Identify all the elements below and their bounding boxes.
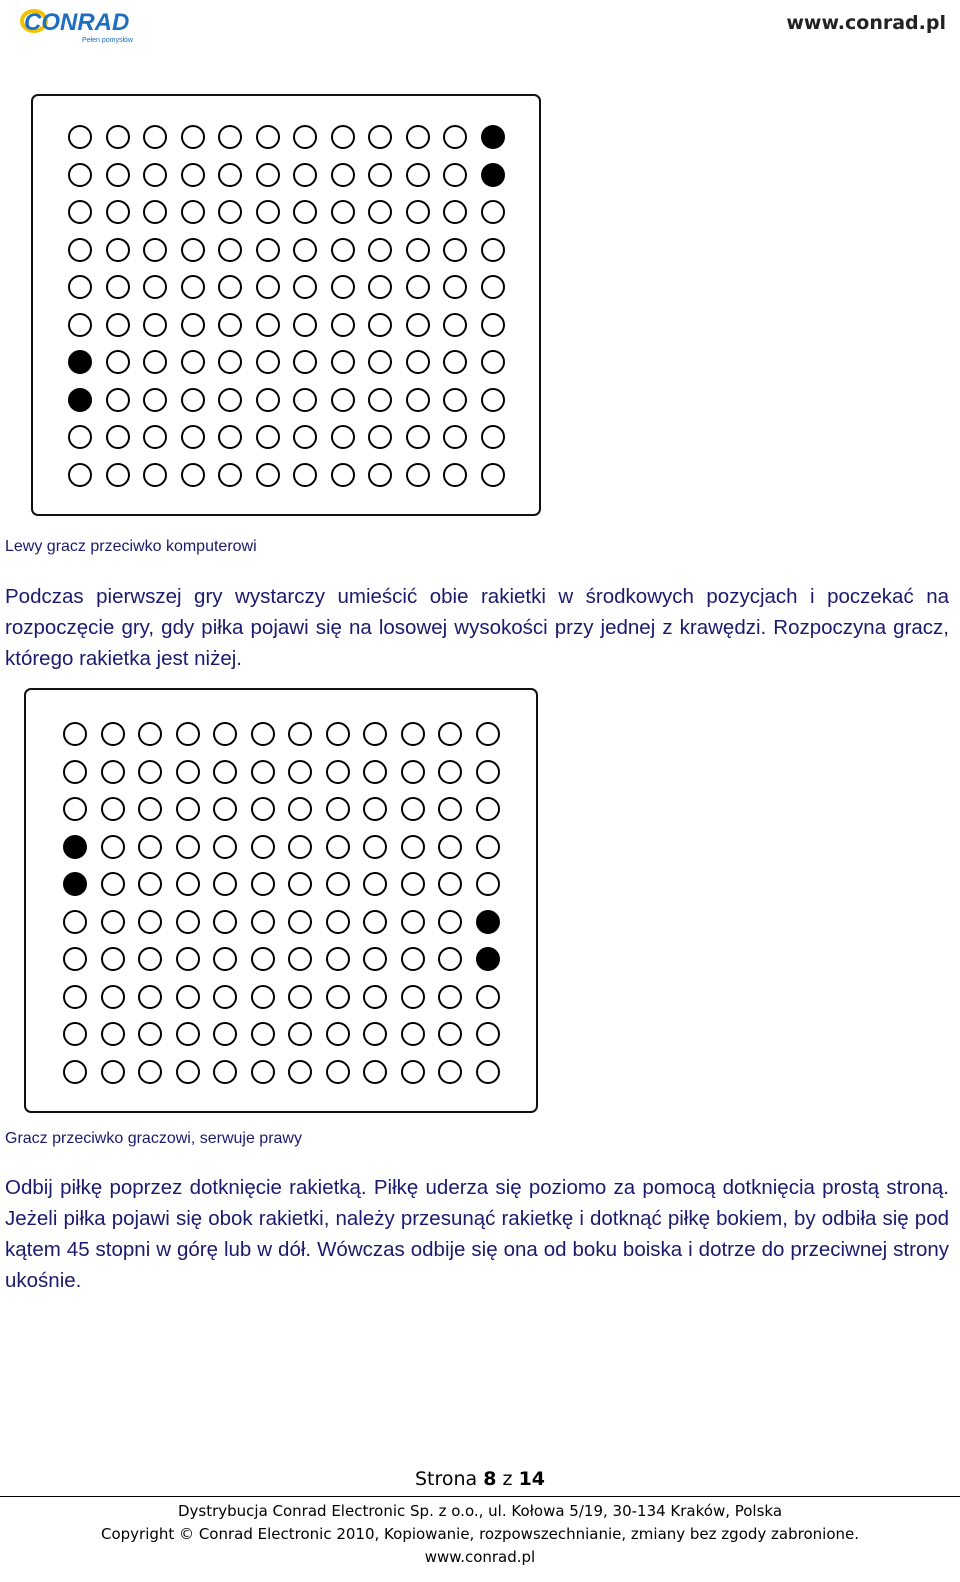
led-dot bbox=[213, 872, 237, 896]
led-dot bbox=[401, 797, 425, 821]
led-dot bbox=[106, 425, 130, 449]
led-dot bbox=[176, 835, 200, 859]
led-dot bbox=[251, 835, 275, 859]
led-dot bbox=[476, 1060, 500, 1084]
led-dot bbox=[176, 985, 200, 1009]
led-dot bbox=[363, 797, 387, 821]
led-dot bbox=[368, 425, 392, 449]
led-dot bbox=[476, 1022, 500, 1046]
led-dot bbox=[256, 350, 280, 374]
led-dot bbox=[288, 985, 312, 1009]
led-dot bbox=[481, 350, 505, 374]
led-dot bbox=[401, 947, 425, 971]
led-dot bbox=[368, 275, 392, 299]
led-dot bbox=[363, 910, 387, 934]
led-dot bbox=[256, 275, 280, 299]
led-dot bbox=[176, 947, 200, 971]
led-dot bbox=[68, 125, 92, 149]
led-dot bbox=[293, 275, 317, 299]
led-dot bbox=[368, 350, 392, 374]
led-dot bbox=[326, 872, 350, 896]
led-dot bbox=[288, 872, 312, 896]
led-dot bbox=[138, 835, 162, 859]
led-dot bbox=[251, 760, 275, 784]
led-dot bbox=[138, 760, 162, 784]
led-dot bbox=[63, 947, 87, 971]
led-dot bbox=[326, 722, 350, 746]
led-dot bbox=[213, 722, 237, 746]
led-dot bbox=[443, 463, 467, 487]
led-dot bbox=[481, 200, 505, 224]
led-dot bbox=[68, 463, 92, 487]
led-dot-lit bbox=[476, 947, 500, 971]
led-dot bbox=[331, 275, 355, 299]
footer-url[interactable]: www.conrad.pl bbox=[424, 1548, 536, 1566]
led-dot bbox=[288, 910, 312, 934]
led-dot bbox=[438, 835, 462, 859]
led-dot bbox=[251, 1060, 275, 1084]
led-dot bbox=[443, 163, 467, 187]
led-dot bbox=[438, 760, 462, 784]
led-dot bbox=[181, 238, 205, 262]
led-dot bbox=[256, 463, 280, 487]
led-dot bbox=[68, 200, 92, 224]
led-dot bbox=[406, 463, 430, 487]
led-grid-2 bbox=[63, 722, 500, 1084]
led-dot bbox=[481, 388, 505, 412]
led-dot bbox=[476, 797, 500, 821]
led-dot-lit bbox=[476, 910, 500, 934]
led-dot bbox=[401, 722, 425, 746]
paragraph-hit-ball: Odbij piłkę poprzez dotknięcie rakietką. Piłkę uderza się poziomo za pomocą dotknięcia prostą stroną. Jeżeli piłka pojawi się obok rakietki, należy przesunąć rakietkę i dotknąć piłkę bokiem, by odbiła się pod kątem 45 stopni w górę lub w dół. Wówczas odbije się ona od boku boiska i dotrze do przeciwnej strony ukośnie. bbox=[5, 1176, 949, 1292]
led-dot bbox=[401, 910, 425, 934]
led-dot bbox=[288, 1060, 312, 1084]
led-dot bbox=[256, 163, 280, 187]
led-dot bbox=[401, 760, 425, 784]
led-dot bbox=[438, 910, 462, 934]
led-dot bbox=[481, 463, 505, 487]
led-dot bbox=[368, 163, 392, 187]
led-dot bbox=[438, 1060, 462, 1084]
led-dot bbox=[476, 872, 500, 896]
led-dot bbox=[443, 388, 467, 412]
led-dot bbox=[326, 835, 350, 859]
led-dot bbox=[331, 200, 355, 224]
led-dot bbox=[218, 200, 242, 224]
led-dot bbox=[176, 1022, 200, 1046]
led-dot bbox=[438, 985, 462, 1009]
led-dot bbox=[213, 760, 237, 784]
led-dot bbox=[181, 350, 205, 374]
led-dot bbox=[176, 910, 200, 934]
led-dot bbox=[213, 910, 237, 934]
led-dot bbox=[106, 275, 130, 299]
led-dot bbox=[293, 463, 317, 487]
led-dot bbox=[68, 238, 92, 262]
led-dot bbox=[326, 985, 350, 1009]
led-dot bbox=[213, 947, 237, 971]
led-dot bbox=[218, 125, 242, 149]
pong-board-2 bbox=[24, 688, 538, 1113]
led-dot bbox=[363, 872, 387, 896]
led-dot bbox=[63, 722, 87, 746]
led-dot bbox=[213, 797, 237, 821]
led-dot bbox=[218, 163, 242, 187]
led-dot bbox=[326, 1060, 350, 1084]
pong-board-1 bbox=[31, 94, 541, 516]
led-dot bbox=[326, 910, 350, 934]
led-dot bbox=[256, 313, 280, 337]
page-label: Strona bbox=[414, 1468, 478, 1490]
led-dot bbox=[181, 313, 205, 337]
led-dot bbox=[218, 238, 242, 262]
led-dot bbox=[288, 947, 312, 971]
led-dot bbox=[363, 1022, 387, 1046]
led-dot bbox=[68, 163, 92, 187]
led-dot bbox=[101, 835, 125, 859]
led-dot bbox=[331, 125, 355, 149]
led-dot bbox=[138, 1022, 162, 1046]
footer-distribution: Dystrybucja Conrad Electronic Sp. z o.o., ul. Kołowa 5/19, 30-134 Kraków, Polska bbox=[177, 1502, 783, 1520]
led-dot bbox=[138, 910, 162, 934]
page-total: 14 bbox=[518, 1468, 546, 1490]
led-dot bbox=[363, 985, 387, 1009]
led-dot bbox=[481, 238, 505, 262]
led-dot bbox=[251, 1022, 275, 1046]
led-dot bbox=[101, 910, 125, 934]
led-dot bbox=[251, 872, 275, 896]
led-dot bbox=[256, 125, 280, 149]
led-dot bbox=[256, 388, 280, 412]
led-dot bbox=[406, 163, 430, 187]
led-dot bbox=[213, 1060, 237, 1084]
led-dot bbox=[181, 125, 205, 149]
led-dot bbox=[331, 163, 355, 187]
led-dot bbox=[476, 985, 500, 1009]
led-dot bbox=[101, 760, 125, 784]
led-dot-lit bbox=[68, 350, 92, 374]
led-dot bbox=[106, 313, 130, 337]
led-dot bbox=[143, 425, 167, 449]
led-dot bbox=[101, 947, 125, 971]
led-dot bbox=[101, 797, 125, 821]
led-dot bbox=[181, 163, 205, 187]
led-dot bbox=[331, 463, 355, 487]
header-url[interactable]: www.conrad.pl bbox=[786, 12, 946, 34]
led-dot bbox=[143, 200, 167, 224]
led-dot bbox=[438, 872, 462, 896]
led-dot bbox=[476, 722, 500, 746]
led-dot bbox=[293, 313, 317, 337]
led-dot bbox=[106, 388, 130, 412]
led-dot bbox=[443, 200, 467, 224]
led-dot bbox=[143, 388, 167, 412]
paragraph-first-game: Podczas pierwszej gry wystarczy umieścić obie rakietki w środkowych pozycjach i poczekać na rozpoczęcie gry, gdy piłka pojawi się na losowej wysokości przy jednej z krawędzi. Rozpoczyna gracz, którego rakietka jest niżej. bbox=[5, 585, 949, 670]
led-dot bbox=[63, 1060, 87, 1084]
led-dot bbox=[63, 910, 87, 934]
led-dot bbox=[368, 313, 392, 337]
led-dot bbox=[326, 1022, 350, 1046]
led-dot bbox=[176, 872, 200, 896]
led-dot bbox=[256, 425, 280, 449]
led-dot bbox=[176, 797, 200, 821]
led-dot bbox=[363, 835, 387, 859]
led-dot-lit bbox=[63, 872, 87, 896]
led-dot bbox=[363, 722, 387, 746]
led-dot bbox=[368, 463, 392, 487]
led-dot bbox=[143, 125, 167, 149]
led-dot bbox=[218, 275, 242, 299]
led-dot bbox=[251, 947, 275, 971]
led-dot bbox=[101, 722, 125, 746]
led-dot bbox=[63, 797, 87, 821]
led-dot bbox=[218, 388, 242, 412]
led-dot bbox=[438, 947, 462, 971]
led-dot bbox=[443, 275, 467, 299]
led-dot bbox=[368, 238, 392, 262]
led-dot bbox=[406, 200, 430, 224]
led-dot bbox=[181, 200, 205, 224]
led-dot bbox=[331, 425, 355, 449]
led-dot bbox=[326, 947, 350, 971]
led-dot bbox=[443, 125, 467, 149]
led-dot bbox=[363, 760, 387, 784]
led-dot bbox=[143, 275, 167, 299]
led-dot bbox=[181, 463, 205, 487]
led-dot bbox=[363, 947, 387, 971]
led-dot bbox=[138, 1060, 162, 1084]
led-dot bbox=[213, 835, 237, 859]
led-dot bbox=[401, 835, 425, 859]
led-dot-lit bbox=[481, 125, 505, 149]
led-dot bbox=[143, 238, 167, 262]
led-dot bbox=[288, 760, 312, 784]
led-dot bbox=[68, 425, 92, 449]
logo-tagline: Pełen pomysłów bbox=[82, 37, 133, 44]
led-dot bbox=[293, 238, 317, 262]
page-number bbox=[0, 1468, 960, 1490]
led-dot bbox=[406, 125, 430, 149]
led-dot bbox=[181, 388, 205, 412]
led-dot bbox=[406, 313, 430, 337]
led-dot bbox=[368, 200, 392, 224]
page-sep: z bbox=[502, 1468, 513, 1490]
led-dot bbox=[288, 1022, 312, 1046]
led-dot bbox=[293, 388, 317, 412]
led-dot bbox=[101, 872, 125, 896]
led-dot-lit bbox=[63, 835, 87, 859]
led-dot bbox=[293, 425, 317, 449]
led-dot bbox=[68, 275, 92, 299]
led-dot bbox=[288, 722, 312, 746]
led-dot bbox=[293, 163, 317, 187]
led-dot bbox=[251, 722, 275, 746]
led-dot bbox=[401, 1022, 425, 1046]
led-dot bbox=[443, 350, 467, 374]
led-dot bbox=[106, 200, 130, 224]
led-dot bbox=[443, 313, 467, 337]
led-dot bbox=[63, 760, 87, 784]
led-dot bbox=[368, 388, 392, 412]
led-dot bbox=[401, 985, 425, 1009]
led-dot bbox=[438, 797, 462, 821]
led-dot bbox=[401, 872, 425, 896]
footer-divider bbox=[0, 1496, 960, 1497]
led-dot bbox=[481, 313, 505, 337]
led-dot bbox=[68, 313, 92, 337]
led-dot bbox=[176, 722, 200, 746]
led-dot bbox=[176, 1060, 200, 1084]
led-dot bbox=[406, 238, 430, 262]
led-dot bbox=[138, 872, 162, 896]
led-dot bbox=[106, 125, 130, 149]
led-dot bbox=[181, 425, 205, 449]
led-dot bbox=[363, 1060, 387, 1084]
led-dot bbox=[251, 797, 275, 821]
led-dot bbox=[143, 313, 167, 337]
led-dot bbox=[476, 760, 500, 784]
led-dot bbox=[138, 947, 162, 971]
led-dot bbox=[331, 238, 355, 262]
led-dot bbox=[181, 275, 205, 299]
caption-player-vs-player: Gracz przeciwko graczowi, serwuje prawy bbox=[5, 1130, 302, 1147]
led-dot bbox=[293, 200, 317, 224]
led-dot bbox=[138, 797, 162, 821]
led-dot bbox=[481, 275, 505, 299]
led-dot bbox=[331, 350, 355, 374]
led-dot bbox=[143, 350, 167, 374]
led-dot bbox=[218, 463, 242, 487]
led-dot-lit bbox=[68, 388, 92, 412]
led-dot bbox=[106, 163, 130, 187]
led-dot bbox=[106, 238, 130, 262]
led-dot bbox=[288, 835, 312, 859]
led-dot bbox=[213, 1022, 237, 1046]
led-dot bbox=[476, 835, 500, 859]
led-dot bbox=[138, 722, 162, 746]
led-dot bbox=[443, 425, 467, 449]
led-dot bbox=[218, 350, 242, 374]
led-dot bbox=[331, 388, 355, 412]
led-dot bbox=[481, 425, 505, 449]
conrad-logo bbox=[20, 6, 140, 44]
led-dot bbox=[293, 125, 317, 149]
led-dot bbox=[143, 163, 167, 187]
led-dot bbox=[438, 722, 462, 746]
led-dot bbox=[63, 985, 87, 1009]
led-dot bbox=[326, 797, 350, 821]
led-dot bbox=[106, 463, 130, 487]
led-dot bbox=[443, 238, 467, 262]
led-dot bbox=[406, 350, 430, 374]
led-dot-lit bbox=[481, 163, 505, 187]
page-current: 8 bbox=[483, 1468, 497, 1490]
led-dot bbox=[63, 1022, 87, 1046]
led-dot bbox=[406, 388, 430, 412]
led-dot bbox=[368, 125, 392, 149]
led-dot bbox=[101, 1060, 125, 1084]
logo-text: CONRAD bbox=[24, 9, 130, 36]
led-dot bbox=[401, 1060, 425, 1084]
led-dot bbox=[326, 760, 350, 784]
led-dot bbox=[143, 463, 167, 487]
led-dot bbox=[101, 1022, 125, 1046]
led-grid-1 bbox=[68, 125, 505, 487]
led-dot bbox=[106, 350, 130, 374]
footer-copyright: Copyright © Conrad Electronic 2010, Kopiowanie, rozpowszechnianie, zmiany bez zgody zabronione. bbox=[101, 1525, 859, 1543]
led-dot bbox=[438, 1022, 462, 1046]
led-dot bbox=[218, 425, 242, 449]
led-dot bbox=[251, 910, 275, 934]
led-dot bbox=[176, 760, 200, 784]
led-dot bbox=[288, 797, 312, 821]
led-dot bbox=[406, 425, 430, 449]
led-dot bbox=[256, 238, 280, 262]
led-dot bbox=[406, 275, 430, 299]
led-dot bbox=[138, 985, 162, 1009]
led-dot bbox=[331, 313, 355, 337]
led-dot bbox=[218, 313, 242, 337]
led-dot bbox=[251, 985, 275, 1009]
led-dot bbox=[256, 200, 280, 224]
led-dot bbox=[213, 985, 237, 1009]
led-dot bbox=[293, 350, 317, 374]
caption-left-player: Lewy gracz przeciwko komputerowi bbox=[5, 538, 257, 555]
led-dot bbox=[101, 985, 125, 1009]
